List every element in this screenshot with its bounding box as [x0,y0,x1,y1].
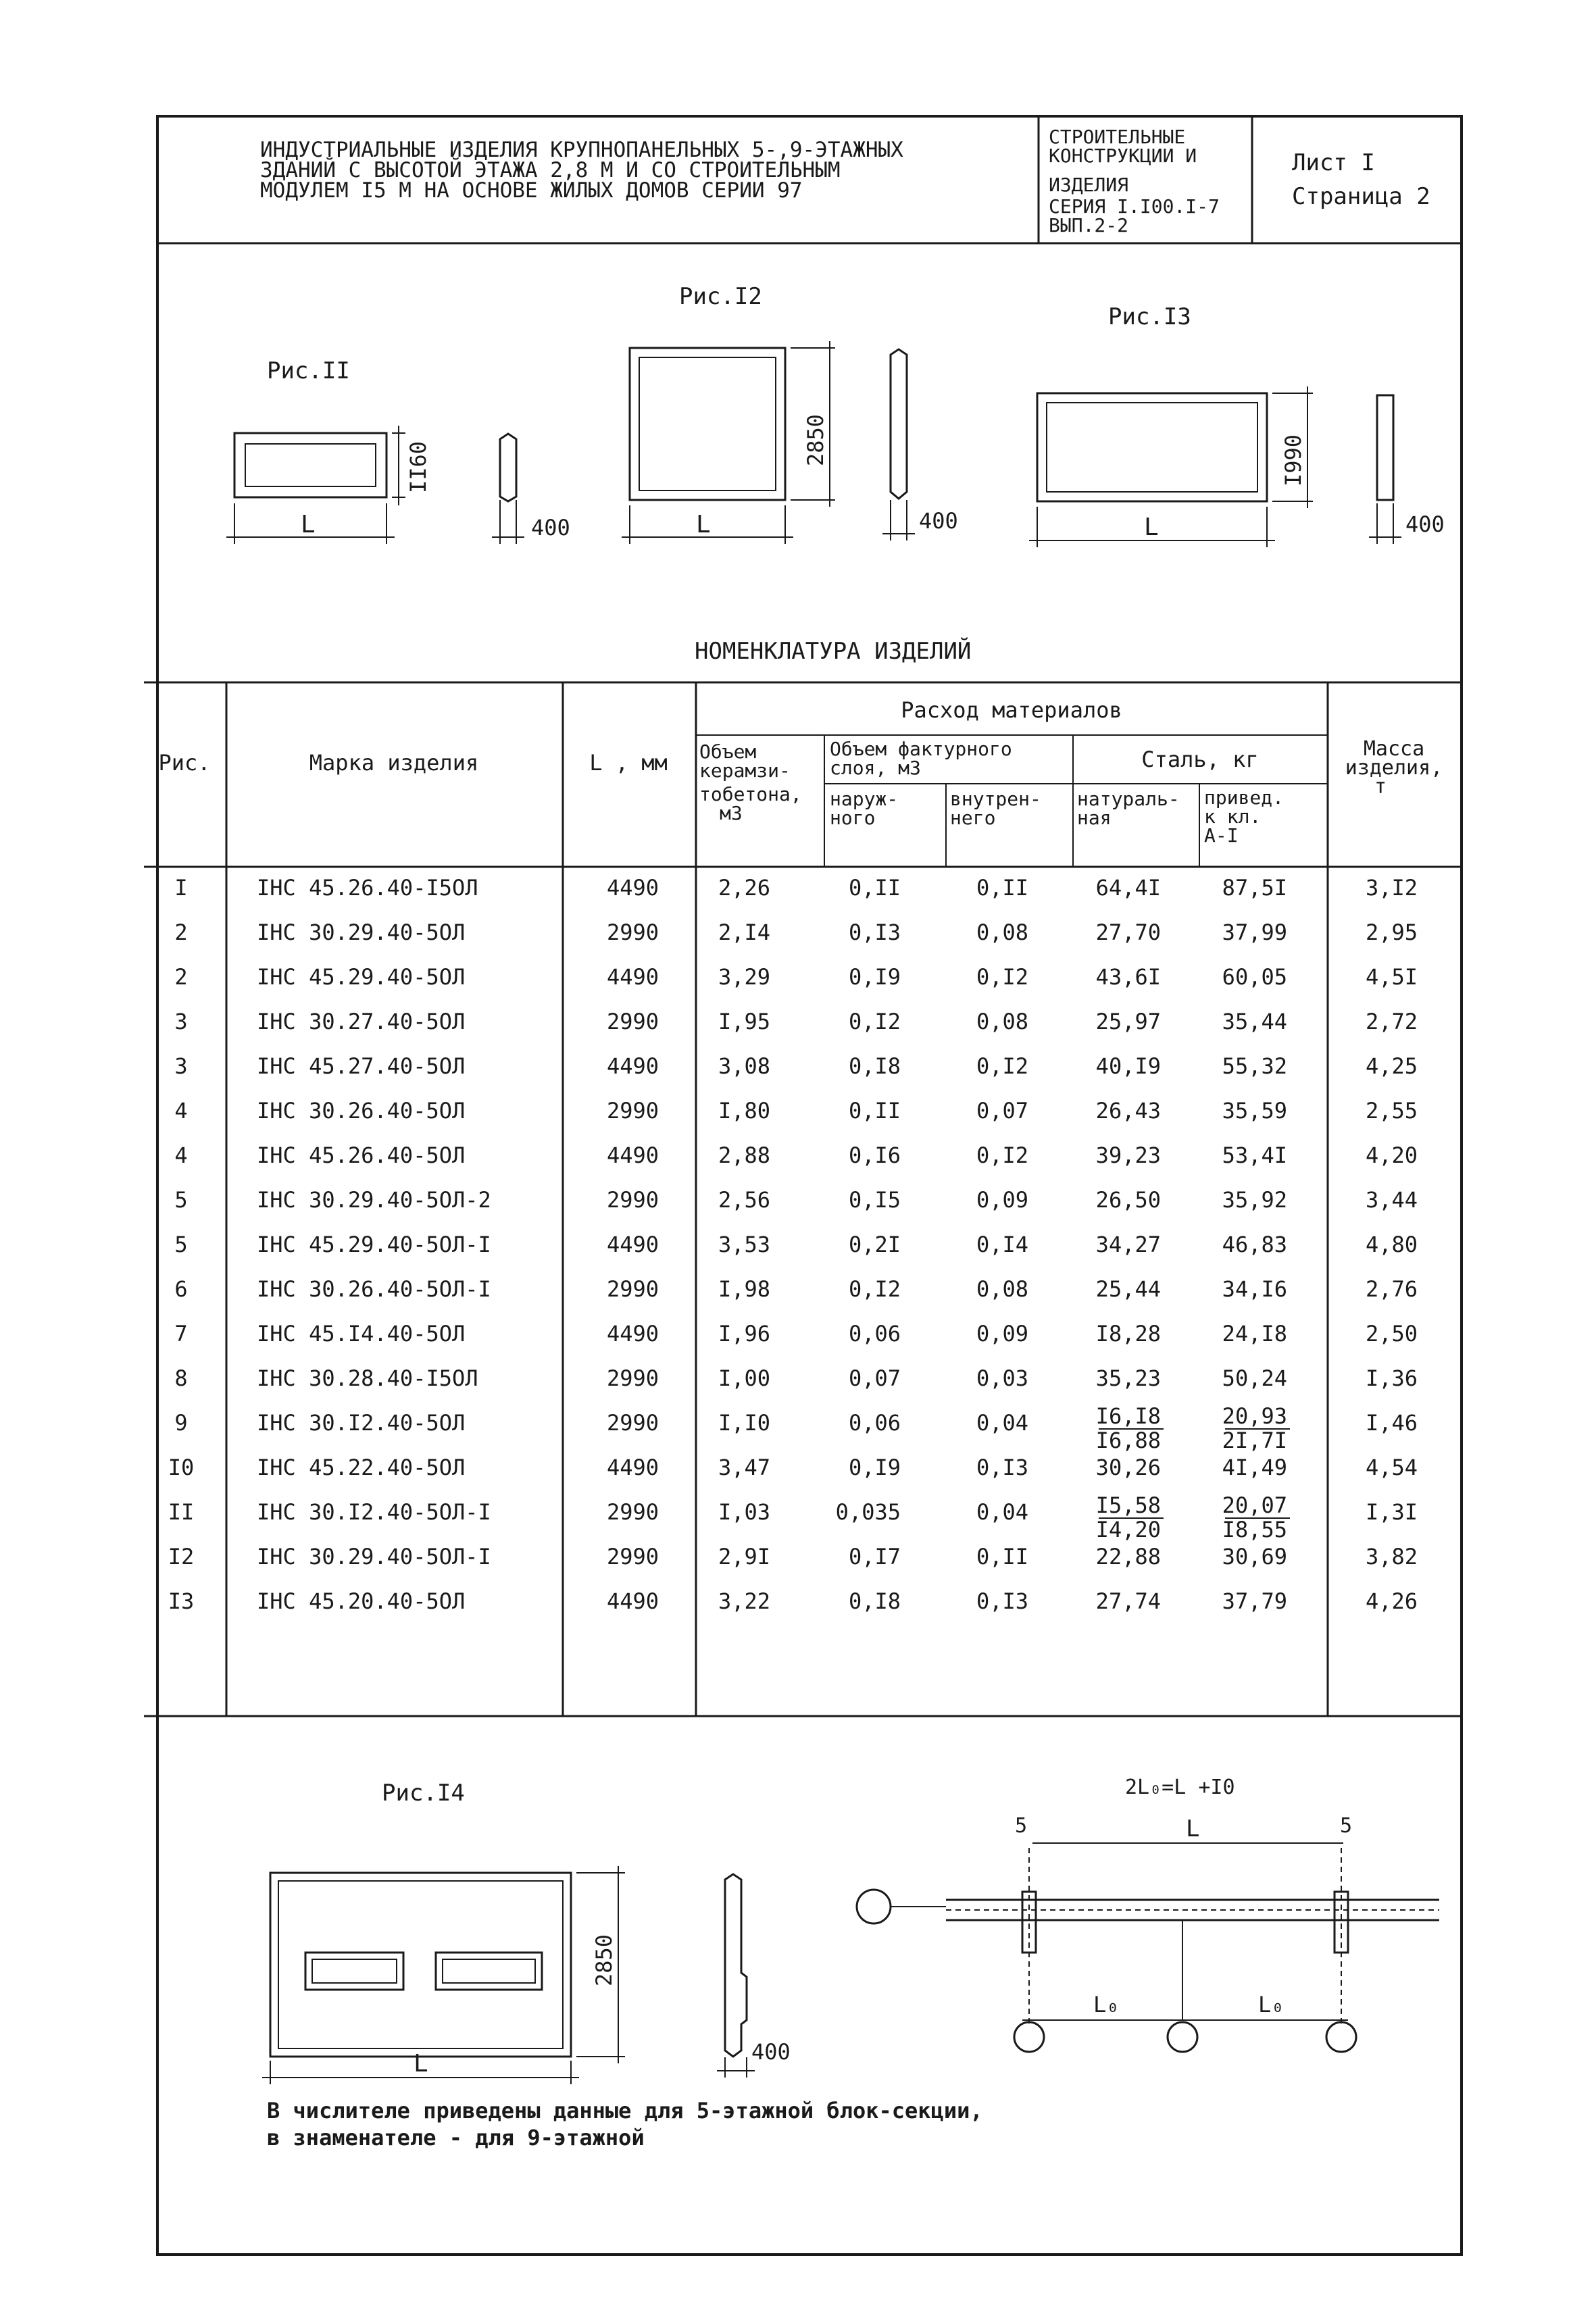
cell-mass: 3,44 [1365,1187,1418,1213]
figure-12-thickness-label: 400 [919,508,958,534]
series-line-1: СТРОИТЕЛЬНЫЕ [1049,126,1186,148]
cell-keramz: I,96 [718,1321,770,1347]
header-keramz-3: тобетона, [699,783,802,805]
cell-steel-reduced: 35,44 [1222,1009,1287,1034]
cell-outer: 0,I9 [848,1455,901,1480]
header-keramz-4: м3 [720,802,743,824]
cell-outer: 0,I2 [848,1009,901,1034]
cell-steel-reduced: 87,5I [1222,875,1287,901]
title-block [157,116,1462,243]
cell-length: 4490 [606,1588,659,1614]
cell-mass: I,36 [1365,1365,1418,1391]
cell-mass: 2,95 [1365,920,1418,945]
header-inner-2: него [950,807,996,829]
cell-outer: 0,I6 [848,1142,901,1168]
cell-steel-natural-denominator: I6,88 [1095,1428,1161,1453]
table-row [174,1009,1418,1034]
cell-steel-reduced: 24,I8 [1222,1321,1287,1347]
figure-11-thickness-label: 400 [531,515,570,540]
cell-mass: 4,26 [1365,1588,1418,1614]
cell-steel-reduced: 55,32 [1222,1053,1287,1079]
cell-outer: 0,I2 [848,1276,901,1302]
figure-14-inner-edge [278,1881,563,2048]
figure-11-length-label: L [301,511,316,538]
cell-keramz: 2,88 [718,1142,770,1168]
cell-steel-reduced: 46,83 [1222,1232,1287,1257]
header-reduced-2: к кл. [1204,805,1262,828]
cell-steel-natural: 26,43 [1095,1098,1161,1124]
cell-length: 2990 [606,1098,659,1124]
cell-inner: 0,II [976,1544,1028,1569]
cell-mass: 4,20 [1365,1142,1418,1168]
cell-mark: IНС 45.20.40-5ОЛ [257,1588,466,1614]
cell-length: 4490 [606,1455,659,1480]
axis-marker-3 [1326,2022,1356,2052]
cell-mark: IНС 45.I4.40-5ОЛ [257,1321,466,1347]
series-line-5: ВЫП.2-2 [1049,214,1129,236]
cell-keramz: 2,26 [718,875,770,901]
figure-13-thickness-label: 400 [1405,511,1445,537]
cell-inner: 0,I2 [976,1053,1028,1079]
cell-fig: 6 [174,1276,188,1302]
figure-14-thickness-label: 400 [751,2039,791,2065]
plan-half-right-label: L₀ [1258,1992,1285,2017]
figure-13-inner-edge [1047,403,1257,492]
cell-steel-reduced-denominator: 2I,7I [1222,1428,1287,1453]
cell-mass: 2,55 [1365,1098,1418,1124]
cell-mark: IНС 45.29.40-5ОЛ-I [257,1232,491,1257]
cell-outer: 0,I8 [848,1053,901,1079]
table-row [174,1276,1418,1302]
axis-marker-left [857,1890,891,1923]
cell-inner: 0,I3 [976,1455,1028,1480]
table-row [168,1544,1418,1569]
series-line-4: СЕРИЯ I.I00.I-7 [1049,195,1220,218]
cell-inner: 0,08 [976,1276,1028,1302]
cell-outer: 0,I7 [848,1544,901,1569]
cell-fig: 2 [174,964,188,990]
cell-fig: I [174,875,188,901]
header-keramz-1: Объем [699,740,757,763]
figure-14-section [725,1874,747,2057]
cell-length: 2990 [606,1544,659,1569]
cell-inner: 0,09 [976,1187,1028,1213]
figure-11-panel-outline [234,433,386,497]
cell-keramz: I,95 [718,1009,770,1034]
cell-mass: 2,76 [1365,1276,1418,1302]
figure-13-section [1377,395,1393,500]
sheet-number: Лист I [1292,149,1375,176]
cell-keramz: 2,9I [718,1544,770,1569]
cell-outer: 0,II [848,875,901,901]
cell-fig: 5 [174,1232,188,1257]
cell-steel-reduced: 35,92 [1222,1187,1287,1213]
table-row [174,1187,1418,1213]
table-row [174,1321,1418,1347]
cell-length: 4490 [606,1142,659,1168]
cell-outer: 0,06 [848,1321,901,1347]
header-mass-1: Масса [1363,737,1425,761]
figure-11-section [500,434,516,501]
figure-13-panel-outline [1037,393,1267,501]
cell-steel-reduced: 50,24 [1222,1365,1287,1391]
cell-length: 4490 [606,1232,659,1257]
axis-marker-1 [1014,2022,1044,2052]
cell-steel-natural: 26,50 [1095,1187,1161,1213]
figure-14-label: Рис.I4 [382,1780,465,1807]
cell-mark: IНС 30.29.40-5ОЛ-2 [257,1187,491,1213]
figure-12-length-label: L [696,511,711,538]
plan-formula: 2L₀=L +I0 [1125,1776,1235,1799]
header-inner-1: внутрен- [950,788,1041,810]
doc-title-line-2: ЗДАНИЙ С ВЫСОТОЙ ЭТАЖА 2,8 М И СО СТРОИТЕЛЬНЫМ [260,158,841,182]
cell-steel-natural: 64,4I [1095,875,1161,901]
cell-mass: 3,I2 [1365,875,1418,901]
cell-inner: 0,04 [976,1410,1028,1436]
cell-length: 4490 [606,1321,659,1347]
cell-inner: 0,03 [976,1365,1028,1391]
cell-mass: 4,54 [1365,1455,1418,1480]
plan-half-left-label: L₀ [1093,1992,1120,2017]
cell-fig: 8 [174,1365,188,1391]
cell-inner: 0,I2 [976,964,1028,990]
table-row [168,1455,1418,1480]
cell-steel-natural: 27,74 [1095,1588,1161,1614]
table-row [168,1588,1418,1614]
cell-inner: 0,I4 [976,1232,1028,1257]
figure-14-window-right [436,1953,542,1990]
figure-12-panel-outline [630,348,785,500]
figure-13-label: Рис.I3 [1108,303,1191,330]
cell-keramz: 3,22 [718,1588,770,1614]
cell-length: 2990 [606,1365,659,1391]
cell-mark: IНС 45.26.40-I5ОЛ [257,875,478,901]
header-natural-1: натураль- [1077,788,1180,810]
plan-offset-right: 5 [1340,1814,1353,1838]
cell-outer: 0,2I [848,1232,901,1257]
cell-length: 2990 [606,920,659,945]
cell-fig: 3 [174,1053,188,1079]
cell-fig: II [168,1499,195,1525]
cell-length: 2990 [606,1009,659,1034]
cell-mass: I,46 [1365,1410,1418,1436]
cell-steel-reduced: 34,I6 [1222,1276,1287,1302]
figure-11-opening [245,444,376,486]
header-facture-2: слоя, м3 [830,757,921,779]
cell-inner: 0,07 [976,1098,1028,1124]
cell-mark: IНС 30.I2.40-5ОЛ-I [257,1499,491,1525]
cell-mark: IНС 30.29.40-5ОЛ-I [257,1544,491,1569]
figure-13-length-label: L [1144,513,1159,541]
header-mass-2: изделия, [1345,756,1443,780]
header-reduced-3: А-I [1204,824,1239,847]
cell-steel-reduced: 35,59 [1222,1098,1287,1124]
figure-14-window-left [305,1953,403,1990]
header-steel: Сталь, кг [1141,747,1259,772]
cell-length: 2990 [606,1410,659,1436]
cell-inner: 0,II [976,875,1028,901]
cell-steel-reduced: 37,79 [1222,1588,1287,1614]
cell-steel-natural: I6,I8 [1095,1403,1161,1429]
header-outer-2: ного [830,807,876,829]
figure-12 [622,283,958,544]
cell-steel-natural: 34,27 [1095,1232,1161,1257]
header-keramz-2: керамзи- [699,759,791,782]
cell-fig: I2 [168,1544,195,1569]
cell-keramz: I,98 [718,1276,770,1302]
cell-fig: 4 [174,1098,188,1124]
cell-outer: 0,I9 [848,964,901,990]
cell-outer: 0,I3 [848,920,901,945]
cell-inner: 0,08 [976,1009,1028,1034]
header-outer-1: наруж- [830,788,899,810]
cell-steel-natural-denominator: I4,20 [1095,1517,1161,1542]
cell-fig: I3 [168,1588,195,1614]
figure-13 [1029,303,1445,547]
cell-outer: 0,07 [848,1365,901,1391]
cell-mark: IНС 45.22.40-5ОЛ [257,1455,466,1480]
cell-steel-natural: 30,26 [1095,1455,1161,1480]
cell-steel-reduced-denominator: I8,55 [1222,1517,1287,1542]
cell-length: 4490 [606,1053,659,1079]
cell-length: 2990 [606,1276,659,1302]
cell-mass: 4,25 [1365,1053,1418,1079]
header-length: L , мм [589,750,668,776]
cell-keramz: 3,29 [718,964,770,990]
cell-mass: 4,5I [1365,964,1418,990]
cell-mass: 2,50 [1365,1321,1418,1347]
cell-steel-natural: I5,58 [1095,1492,1161,1518]
figure-11 [226,357,570,544]
cell-outer: 0,035 [835,1499,901,1525]
header-fig: Рис. [158,750,211,776]
cell-length: 2990 [606,1187,659,1213]
cell-keramz: I,80 [718,1098,770,1124]
cell-length: 4490 [606,964,659,990]
cell-steel-reduced: 30,69 [1222,1544,1287,1569]
cell-keramz: 3,47 [718,1455,770,1480]
cell-inner: 0,09 [976,1321,1028,1347]
cell-fig: 3 [174,1009,188,1034]
cell-keramz: 2,56 [718,1187,770,1213]
figure-12-inner-edge [639,357,776,491]
cell-inner: 0,08 [976,920,1028,945]
cell-length: 2990 [606,1499,659,1525]
table-row [174,1098,1418,1124]
header-mark: Марка изделия [309,750,479,776]
plan-span-label: L [1186,1815,1200,1842]
figure-14-height-label: 2850 [591,1934,617,1986]
cell-steel-natural: I8,28 [1095,1321,1161,1347]
cell-mass: 3,82 [1365,1544,1418,1569]
cell-mark: IНС 45.29.40-5ОЛ [257,964,466,990]
figure-14-window-left-inner [312,1959,397,1983]
series-line-3: ИЗДЕЛИЯ [1049,174,1129,196]
cell-mass: I,3I [1365,1499,1418,1525]
table-row [174,1403,1418,1453]
cell-keramz: 2,I4 [718,920,770,945]
figure-11-height-label: II60 [405,441,431,493]
cell-mark: IНС 45.26.40-5ОЛ [257,1142,466,1168]
header-materials: Расход материалов [901,697,1122,723]
cell-fig: 7 [174,1321,188,1347]
cell-steel-reduced: 20,07 [1222,1492,1287,1518]
cell-mass: 4,80 [1365,1232,1418,1257]
cell-fig: 4 [174,1142,188,1168]
cell-outer: 0,I5 [848,1187,901,1213]
cell-keramz: I,00 [718,1365,770,1391]
cell-mark: IНС 30.28.40-I5ОЛ [257,1365,478,1391]
cell-steel-natural: 25,44 [1095,1276,1161,1302]
cell-mark: IНС 30.29.40-5ОЛ [257,920,466,945]
cell-fig: I0 [168,1455,195,1480]
table-row [174,1232,1418,1257]
figure-13-height-label: I990 [1280,434,1306,486]
table-row [174,1142,1418,1168]
figure-14-panel-outline [270,1873,571,2057]
cell-mark: IНС 30.27.40-5ОЛ [257,1009,466,1034]
cell-steel-natural: 35,23 [1095,1365,1161,1391]
note-line-2: в знаменателе - для 9-этажной [267,2125,645,2150]
cell-mark: IНС 30.26.40-5ОЛ-I [257,1276,491,1302]
cell-outer: 0,II [848,1098,901,1124]
figure-14-window-right-inner [443,1959,535,1983]
nomenclature-table-body [168,875,1418,1614]
cell-steel-reduced: 60,05 [1222,964,1287,990]
cell-keramz: I,03 [718,1499,770,1525]
header-facture-1: Объем фактурного [830,738,1012,760]
table-row [174,920,1418,945]
figure-12-label: Рис.I2 [679,283,762,310]
cell-inner: 0,04 [976,1499,1028,1525]
cell-mass: 2,72 [1365,1009,1418,1034]
table-row [174,1365,1418,1391]
cell-fig: 2 [174,920,188,945]
figure-12-section [891,349,907,499]
cell-steel-natural: 22,88 [1095,1544,1161,1569]
cell-keramz: I,I0 [718,1410,770,1436]
nomenclature-table-header [158,697,1443,847]
table-row [174,964,1418,990]
cell-keramz: 3,08 [718,1053,770,1079]
cell-fig: 9 [174,1410,188,1436]
table-row [174,875,1418,901]
cell-steel-natural: 25,97 [1095,1009,1161,1034]
cell-inner: 0,I3 [976,1588,1028,1614]
page-number: Страница 2 [1292,183,1430,210]
figure-14 [262,1780,791,2084]
note-line-1: В числителе приведены данные для 5-этажной блок-секции, [267,2098,983,2123]
doc-title-line-3: МОДУЛЕМ I5 М НА ОСНОВЕ ЖИЛЫХ ДОМОВ СЕРИИ 97 [260,178,803,203]
cell-mark: IНС 30.26.40-5ОЛ [257,1098,466,1124]
plan-offset-left: 5 [1015,1814,1028,1838]
cell-steel-natural: 39,23 [1095,1142,1161,1168]
doc-title-line-1: ИНДУСТРИАЛЬНЫЕ ИЗДЕЛИЯ КРУПНОПАНЕЛЬНЫХ 5-,9-ЭТАЖНЫХ [260,138,903,162]
cell-steel-reduced: 53,4I [1222,1142,1287,1168]
cell-inner: 0,I2 [976,1142,1028,1168]
series-line-2: КОНСТРУКЦИИ И [1049,145,1197,167]
cell-keramz: 3,53 [718,1232,770,1257]
header-mass-3: т [1374,775,1387,799]
joint-plan-detail [857,1776,1439,2052]
table-row [174,1053,1418,1079]
cell-outer: 0,I8 [848,1588,901,1614]
table-row [168,1492,1418,1542]
cell-steel-natural: 40,I9 [1095,1053,1161,1079]
header-natural-2: ная [1077,807,1112,829]
cell-steel-reduced: 37,99 [1222,920,1287,945]
cell-outer: 0,06 [848,1410,901,1436]
cell-mark: IНС 30.I2.40-5ОЛ [257,1410,466,1436]
figure-12-height-label: 2850 [803,413,828,466]
cell-steel-reduced: 20,93 [1222,1403,1287,1429]
nomenclature-title: НОМЕНКЛАТУРА ИЗДЕЛИЙ [695,638,972,665]
cell-steel-natural: 43,6I [1095,964,1161,990]
figure-14-length-label: L [414,2050,428,2078]
cell-length: 4490 [606,875,659,901]
figure-11-label: Рис.II [267,357,350,384]
header-reduced-1: привед. [1204,786,1285,809]
cell-fig: 5 [174,1187,188,1213]
axis-marker-2 [1168,2022,1197,2052]
cell-steel-natural: 27,70 [1095,920,1161,945]
cell-mark: IНС 45.27.40-5ОЛ [257,1053,466,1079]
cell-steel-reduced: 4I,49 [1222,1455,1287,1480]
